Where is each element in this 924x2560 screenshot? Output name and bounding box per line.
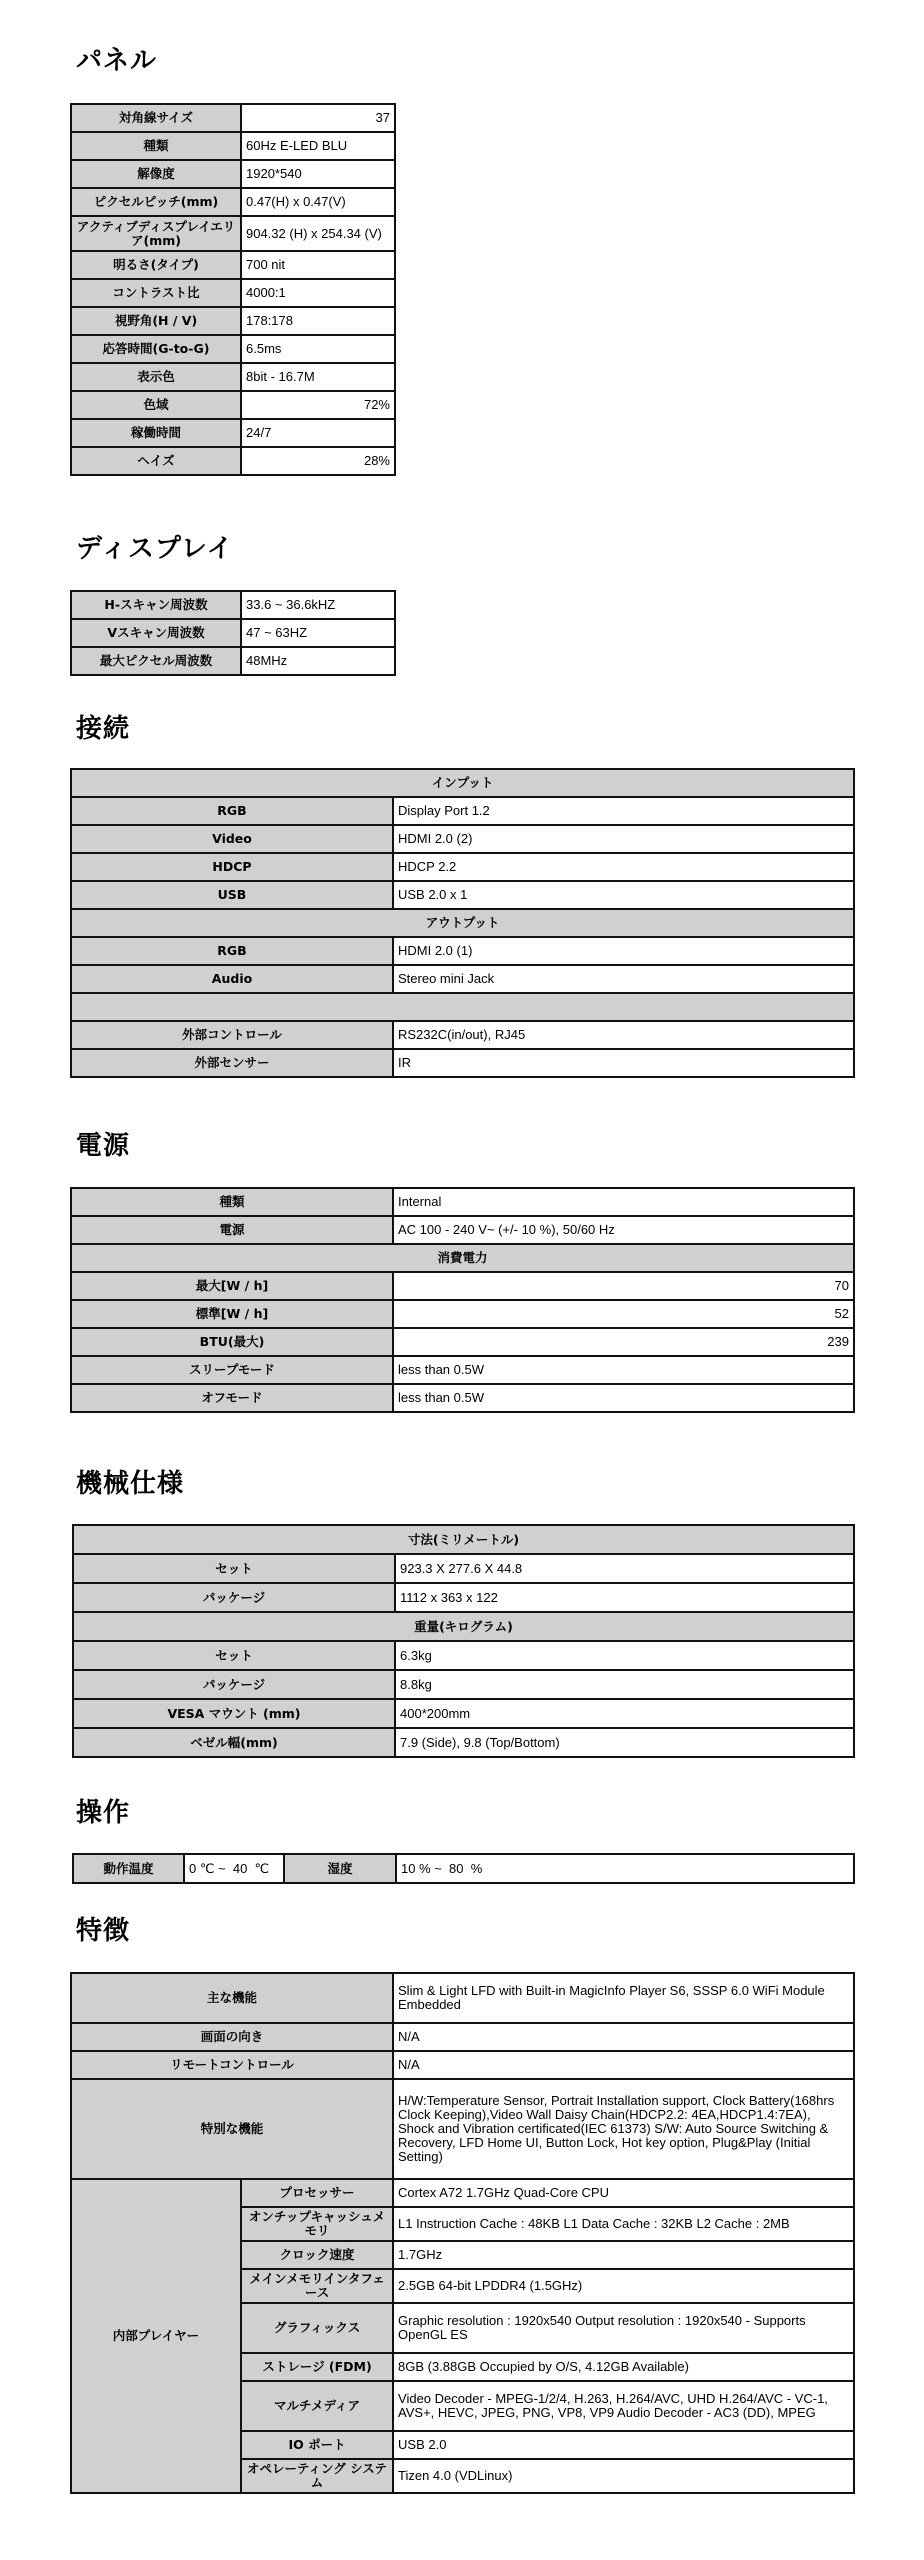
power-spec-value: AC 100 - 240 V~ (+/- 10 %), 50/60 Hz bbox=[393, 1216, 854, 1244]
display-spec-row bbox=[71, 647, 395, 675]
control-spec-row bbox=[71, 1049, 854, 1077]
panel-spec-value: 1920*540 bbox=[241, 160, 395, 188]
panel-spec-row bbox=[71, 279, 395, 307]
input-spec-label: HDCP bbox=[71, 853, 393, 881]
panel-spec-value: 700 nit bbox=[241, 251, 395, 279]
power-spec-label: 種類 bbox=[71, 1188, 393, 1216]
panel-spec-label: 対角線サイズ bbox=[71, 104, 241, 132]
input-spec-label: Video bbox=[71, 825, 393, 853]
player-spec-value: Graphic resolution : 1920x540 Output resolution : 1920x540 - Supports OpenGL ES bbox=[393, 2303, 854, 2353]
panel-spec-label: 解像度 bbox=[71, 160, 241, 188]
player-spec-value: 1.7GHz bbox=[393, 2241, 854, 2269]
consumption-spec-value: 70 bbox=[393, 1272, 854, 1300]
panel-spec-label: アクティブディスプレイエリア(mm) bbox=[71, 216, 241, 251]
dimension-spec-row bbox=[73, 1554, 854, 1583]
input-spec-value: HDCP 2.2 bbox=[393, 853, 854, 881]
control-spec-row bbox=[71, 1021, 854, 1049]
player-spec-value: L1 Instruction Cache : 48KB L1 Data Cache : 32KB L2 Cache : 2MB bbox=[393, 2207, 854, 2241]
input-spec-row bbox=[71, 881, 854, 909]
display-spec-label: Vスキャン周波数 bbox=[71, 619, 241, 647]
feature-row bbox=[71, 2051, 854, 2079]
panel-spec-value: 8bit - 16.7M bbox=[241, 363, 395, 391]
panel-spec-label: 視野角(H / V) bbox=[71, 307, 241, 335]
player-spec-label: グラフィックス bbox=[241, 2303, 393, 2353]
display-spec-label: 最大ピクセル周波数 bbox=[71, 647, 241, 675]
weight-spec-label: セット bbox=[73, 1641, 395, 1670]
blank-row bbox=[71, 993, 854, 1021]
feature-row bbox=[71, 1973, 854, 2023]
player-spec-value: Video Decoder - MPEG-1/2/4, H.263, H.264/AVC, UHD H.264/AVC - VC-1, AVS+, HEVC, JPEG, PNG, VP8, VP9 Audio Decoder - AC3 (DD), MPEG bbox=[393, 2381, 854, 2431]
consumption-spec-label: 最大[W / h] bbox=[71, 1272, 393, 1300]
internal-player-label: 内部プレイヤー bbox=[71, 2179, 241, 2493]
control-spec-value: RS232C(in/out), RJ45 bbox=[393, 1021, 854, 1049]
weight-spec-label: パッケージ bbox=[73, 1670, 395, 1699]
panel-spec-value: 178:178 bbox=[241, 307, 395, 335]
panel-spec-label: コントラスト比 bbox=[71, 279, 241, 307]
weight-header: 重量(キログラム) bbox=[73, 1612, 854, 1641]
panel-spec-row bbox=[71, 391, 395, 419]
player-spec-label: メインメモリインタフェース bbox=[241, 2269, 393, 2303]
weight-spec-label: VESA マウント (mm) bbox=[73, 1699, 395, 1728]
dimension-spec-label: セット bbox=[73, 1554, 395, 1583]
humidity-value: 10 % ~ 80 % bbox=[396, 1854, 854, 1883]
input-spec-label: USB bbox=[71, 881, 393, 909]
panel-spec-row bbox=[71, 447, 395, 475]
weight-spec-row bbox=[73, 1641, 854, 1670]
player-row bbox=[71, 2179, 854, 2207]
feature-value: N/A bbox=[393, 2051, 854, 2079]
consumption-spec-label: 標準[W / h] bbox=[71, 1300, 393, 1328]
weight-spec-row bbox=[73, 1699, 854, 1728]
feature-value: H/W:Temperature Sensor, Portrait Installation support, Clock Battery(168hrs Clock Keeping),Video Wall Daisy Chain(HDCP2.2: 4EA,HDCP1.4:7EA), Shock and Vibration certificated(IEC 61373) S/W: Auto Source Switching & Recovery, LFD Home UI, Button Lock, Hot key option, Plug&Play (Initial Setting) bbox=[393, 2079, 854, 2179]
consumption-spec-label: スリープモード bbox=[71, 1356, 393, 1384]
input-spec-value: Display Port 1.2 bbox=[393, 797, 854, 825]
consumption-spec-label: BTU(最大) bbox=[71, 1328, 393, 1356]
display-spec-value: 33.6 ~ 36.6kHZ bbox=[241, 591, 395, 619]
display-spec-label: H-スキャン周波数 bbox=[71, 591, 241, 619]
panel-spec-row bbox=[71, 363, 395, 391]
panel-table bbox=[70, 103, 396, 476]
player-spec-label: ストレージ (FDM) bbox=[241, 2353, 393, 2381]
control-spec-label: 外部センサー bbox=[71, 1049, 393, 1077]
player-spec-value: Cortex A72 1.7GHz Quad-Core CPU bbox=[393, 2179, 854, 2207]
panel-spec-value: 0.47(H) x 0.47(V) bbox=[241, 188, 395, 216]
display-spec-row bbox=[71, 591, 395, 619]
panel-spec-value: 24/7 bbox=[241, 419, 395, 447]
mechanical-table bbox=[72, 1524, 855, 1758]
power-spec-row bbox=[71, 1216, 854, 1244]
feature-value: N/A bbox=[393, 2023, 854, 2051]
panel-spec-row bbox=[71, 216, 395, 251]
panel-spec-label: 種類 bbox=[71, 132, 241, 160]
consumption-spec-value: 52 bbox=[393, 1300, 854, 1328]
input-spec-row bbox=[71, 797, 854, 825]
display-spec-value: 48MHz bbox=[241, 647, 395, 675]
dimension-header: 寸法(ミリメートル) bbox=[73, 1525, 854, 1554]
panel-spec-row bbox=[71, 104, 395, 132]
dimension-header-row bbox=[73, 1525, 854, 1554]
panel-spec-row bbox=[71, 335, 395, 363]
panel-spec-label: ヘイズ bbox=[71, 447, 241, 475]
feature-row bbox=[71, 2079, 854, 2179]
player-spec-value: USB 2.0 bbox=[393, 2431, 854, 2459]
display-table bbox=[70, 590, 396, 676]
panel-spec-label: 応答時間(G-to-G) bbox=[71, 335, 241, 363]
panel-spec-label: ピクセルピッチ(mm) bbox=[71, 188, 241, 216]
weight-spec-row bbox=[73, 1670, 854, 1699]
input-header: インプット bbox=[71, 769, 854, 797]
display-spec-value: 47 ~ 63HZ bbox=[241, 619, 395, 647]
weight-spec-value: 8.8kg bbox=[395, 1670, 854, 1699]
section-title-display: ディスプレイ bbox=[76, 534, 234, 564]
section-title-features: 特徴 bbox=[76, 1916, 131, 1946]
weight-spec-value: 400*200mm bbox=[395, 1699, 854, 1728]
output-spec-value: HDMI 2.0 (1) bbox=[393, 937, 854, 965]
panel-spec-label: 表示色 bbox=[71, 363, 241, 391]
panel-spec-row bbox=[71, 307, 395, 335]
consumption-header: 消費電力 bbox=[71, 1244, 854, 1272]
consumption-spec-row bbox=[71, 1356, 854, 1384]
panel-spec-value: 28% bbox=[241, 447, 395, 475]
output-spec-row bbox=[71, 937, 854, 965]
weight-spec-row bbox=[73, 1728, 854, 1757]
control-spec-label: 外部コントロール bbox=[71, 1021, 393, 1049]
output-spec-label: Audio bbox=[71, 965, 393, 993]
dimension-spec-value: 1112 x 363 x 122 bbox=[395, 1583, 854, 1612]
power-spec-label: 電源 bbox=[71, 1216, 393, 1244]
humidity-label: 湿度 bbox=[284, 1854, 396, 1883]
panel-spec-value: 37 bbox=[241, 104, 395, 132]
output-spec-value: Stereo mini Jack bbox=[393, 965, 854, 993]
consumption-spec-row bbox=[71, 1272, 854, 1300]
consumption-spec-value: less than 0.5W bbox=[393, 1384, 854, 1412]
section-title-panel: パネル bbox=[76, 46, 158, 76]
weight-spec-label: ベゼル幅(mm) bbox=[73, 1728, 395, 1757]
dimension-spec-value: 923.3 X 277.6 X 44.8 bbox=[395, 1554, 854, 1583]
player-spec-label: マルチメディア bbox=[241, 2381, 393, 2431]
power-spec-value: Internal bbox=[393, 1188, 854, 1216]
feature-row bbox=[71, 2023, 854, 2051]
player-spec-label: IO ポート bbox=[241, 2431, 393, 2459]
feature-label: 特別な機能 bbox=[71, 2079, 393, 2179]
consumption-spec-row bbox=[71, 1300, 854, 1328]
panel-spec-row bbox=[71, 160, 395, 188]
panel-spec-label: 明るさ(タイプ) bbox=[71, 251, 241, 279]
section-title-connection: 接続 bbox=[76, 714, 131, 744]
feature-label: リモートコントロール bbox=[71, 2051, 393, 2079]
input-spec-label: RGB bbox=[71, 797, 393, 825]
player-spec-value: Tizen 4.0 (VDLinux) bbox=[393, 2459, 854, 2493]
consumption-spec-label: オフモード bbox=[71, 1384, 393, 1412]
features-table bbox=[70, 1972, 855, 2494]
output-header: アウトプット bbox=[71, 909, 854, 937]
feature-label: 主な機能 bbox=[71, 1973, 393, 2023]
consumption-spec-row bbox=[71, 1328, 854, 1356]
input-spec-row bbox=[71, 825, 854, 853]
weight-header-row bbox=[73, 1612, 854, 1641]
panel-spec-row bbox=[71, 251, 395, 279]
dimension-spec-row bbox=[73, 1583, 854, 1612]
consumption-spec-row bbox=[71, 1384, 854, 1412]
panel-spec-value: 904.32 (H) x 254.34 (V) bbox=[241, 216, 395, 251]
weight-spec-value: 7.9 (Side), 9.8 (Top/Bottom) bbox=[395, 1728, 854, 1757]
weight-spec-value: 6.3kg bbox=[395, 1641, 854, 1670]
operation-table bbox=[72, 1853, 855, 1884]
panel-spec-value: 72% bbox=[241, 391, 395, 419]
panel-spec-value: 4000:1 bbox=[241, 279, 395, 307]
player-spec-label: プロセッサー bbox=[241, 2179, 393, 2207]
input-spec-value: HDMI 2.0 (2) bbox=[393, 825, 854, 853]
panel-spec-row bbox=[71, 419, 395, 447]
input-spec-row bbox=[71, 853, 854, 881]
player-spec-label: オペレーティング システム bbox=[241, 2459, 393, 2493]
display-spec-row bbox=[71, 619, 395, 647]
control-spec-value: IR bbox=[393, 1049, 854, 1077]
player-spec-value: 2.5GB 64-bit LPDDR4 (1.5GHz) bbox=[393, 2269, 854, 2303]
feature-value: Slim & Light LFD with Built-in MagicInfo Player S6, SSSP 6.0 WiFi Module Embedded bbox=[393, 1973, 854, 2023]
output-header-row bbox=[71, 909, 854, 937]
dimension-spec-label: パッケージ bbox=[73, 1583, 395, 1612]
player-spec-label: クロック速度 bbox=[241, 2241, 393, 2269]
operating-temperature-value: 0 ℃ ~ 40 ℃ bbox=[184, 1854, 284, 1883]
feature-label: 画面の向き bbox=[71, 2023, 393, 2051]
consumption-spec-value: 239 bbox=[393, 1328, 854, 1356]
output-spec-row bbox=[71, 965, 854, 993]
input-header-row bbox=[71, 769, 854, 797]
panel-spec-label: 色域 bbox=[71, 391, 241, 419]
section-title-power: 電源 bbox=[76, 1131, 131, 1161]
output-spec-label: RGB bbox=[71, 937, 393, 965]
section-title-operation: 操作 bbox=[76, 1798, 131, 1828]
consumption-spec-value: less than 0.5W bbox=[393, 1356, 854, 1384]
input-spec-value: USB 2.0 x 1 bbox=[393, 881, 854, 909]
section-title-mechanical: 機械仕様 bbox=[76, 1469, 185, 1499]
panel-spec-value: 6.5ms bbox=[241, 335, 395, 363]
panel-spec-value: 60Hz E-LED BLU bbox=[241, 132, 395, 160]
panel-spec-row bbox=[71, 132, 395, 160]
connection-table bbox=[70, 768, 855, 1078]
panel-spec-row bbox=[71, 188, 395, 216]
power-table bbox=[70, 1187, 855, 1413]
power-spec-row bbox=[71, 1188, 854, 1216]
panel-spec-label: 稼働時間 bbox=[71, 419, 241, 447]
operating-temperature-label: 動作温度 bbox=[73, 1854, 184, 1883]
consumption-header-row bbox=[71, 1244, 854, 1272]
blank-header bbox=[71, 993, 854, 1021]
player-spec-value: 8GB (3.88GB Occupied by O/S, 4.12GB Available) bbox=[393, 2353, 854, 2381]
player-spec-label: オンチップキャッシュメモリ bbox=[241, 2207, 393, 2241]
